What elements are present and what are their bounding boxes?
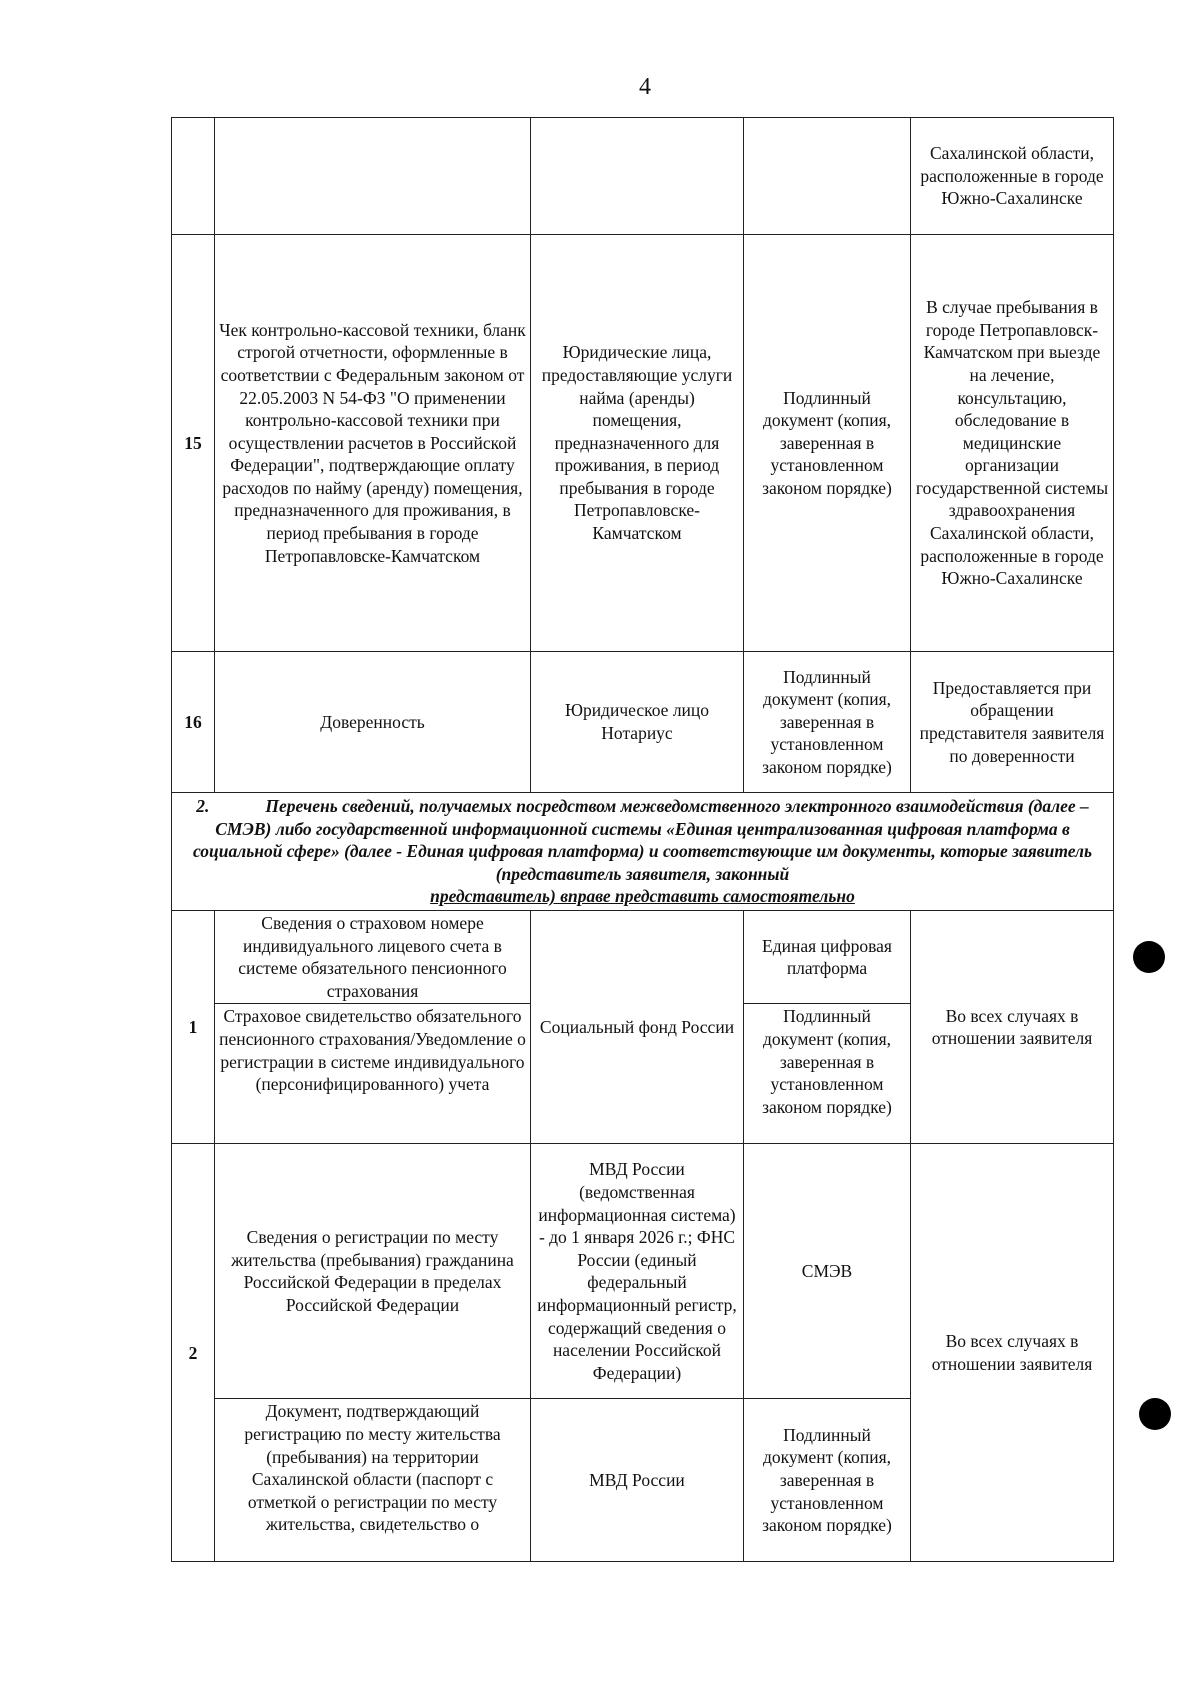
table-row-15-continued [172, 118, 1114, 235]
page-number: 4 [639, 74, 651, 100]
issuer-cell: МВД России [531, 1399, 744, 1562]
document-form-cell: Подлинный документ (копия, заверенная в установленном законом порядке) [744, 652, 911, 793]
row-number-cell: 16 [172, 652, 215, 793]
issuer-cell [531, 118, 744, 235]
document-name-cell: Чек контрольно-кассовой техники, бланк строгой отчетности, оформленные в соответствии с Федеральным законом от 22.05.2003 N 54-ФЗ "О применении контрольно-кассовой техники при осуществлении расчетов в Российской Федерации", подтверждающие оплату расходов по найму (аренду) помещения, предназначенного для проживания, в период пребывания в городе Петропавловске-Камчатском [215, 235, 531, 652]
document-table [171, 117, 1114, 1562]
row-number-cell: 2 [172, 1144, 215, 1562]
issuer-cell: Социальный фонд России [531, 911, 744, 1144]
section-heading [172, 793, 1114, 911]
issuer-cell: Юридические лица, предоставляющие услуги найма (аренды) помещения, предназначенного для проживания, в период пребывания в городе Петропавловске-Камчатском [531, 235, 744, 652]
condition-cell: Предоставляется при обращении представителя заявителя по доверенности [911, 652, 1114, 793]
punch-hole-dot [1139, 1398, 1171, 1430]
section-number: 2. [196, 796, 210, 817]
issuer-cell: МВД России (ведомственная информационная система) - до 1 января 2026 г.; ФНС России (единый федеральный информационный регистр, содержащий сведения о населении Российской Федерации) [531, 1144, 744, 1399]
condition-cell: Во всех случаях в отношении заявителя [911, 911, 1114, 1144]
condition-cell: Во всех случаях в отношении заявителя [911, 1144, 1114, 1562]
document-name-cell: Доверенность [215, 652, 531, 793]
row-number-cell: 1 [172, 911, 215, 1144]
table-row-16 [172, 652, 1114, 793]
table-row-s2-1a [172, 911, 1114, 1004]
document-form-cell: Подлинный документ (копия, заверенная в установленном законом порядке) [744, 1399, 911, 1562]
row-number-cell [172, 118, 215, 235]
section-text: Перечень сведений, получаемых посредством межведомственного электронного взаимодействия (далее – СМЭВ) либо государственной информационной системы «Единая централизованная цифровая платформа в социальной сфере» (далее - Единая цифровая платформа) и соответствующие им документы, которые заявитель (представитель заявителя, законный [192, 796, 1093, 884]
table-row-15 [172, 235, 1114, 652]
document-name-cell: Сведения о регистрации по месту жительства (пребывания) гражданина Российской Федерации в пределах Российской Федерации [215, 1144, 531, 1399]
condition-cell: В случае пребывания в городе Петропавловск-Камчатском при выезде на лечение, консультацию, обследование в медицинские организации государственной системы здравоохранения Сахалинской области, расположенные в городе Южно-Сахалинске [911, 235, 1114, 652]
issuer-cell: Юридическое лицо Нотариус [531, 652, 744, 793]
document-form-cell: Подлинный документ (копия, заверенная в установленном законом порядке) [744, 235, 911, 652]
document-form-cell [744, 118, 911, 235]
document-name-cell: Документ, подтверждающий регистрацию по месту жительства (пребывания) на территории Сахалинской области (паспорт с отметкой о регистрации по месту жительства, свидетельство о [215, 1399, 531, 1562]
punch-hole-dot [1133, 941, 1165, 973]
table-row-s2-2a [172, 1144, 1114, 1399]
row-number-cell: 15 [172, 235, 215, 652]
document-form-cell: Единая цифровая платформа [744, 911, 911, 1004]
document-name-cell [215, 118, 531, 235]
section-text-end: представитель) вправе представить самостоятельно [430, 886, 855, 907]
document-name-cell: Сведения о страховом номере индивидуального лицевого счета в системе обязательного пенсионного страхования [215, 911, 531, 1004]
document-form-cell: СМЭВ [744, 1144, 911, 1399]
document-name-cell: Страховое свидетельство обязательного пенсионного страхования/Уведомление о регистрации в системе индивидуального (персонифицированного) учета [215, 1004, 531, 1144]
section-heading-row [172, 793, 1114, 911]
document-form-cell: Подлинный документ (копия, заверенная в установленном законом порядке) [744, 1004, 911, 1144]
condition-cell: Сахалинской области, расположенные в городе Южно-Сахалинске [911, 118, 1114, 235]
